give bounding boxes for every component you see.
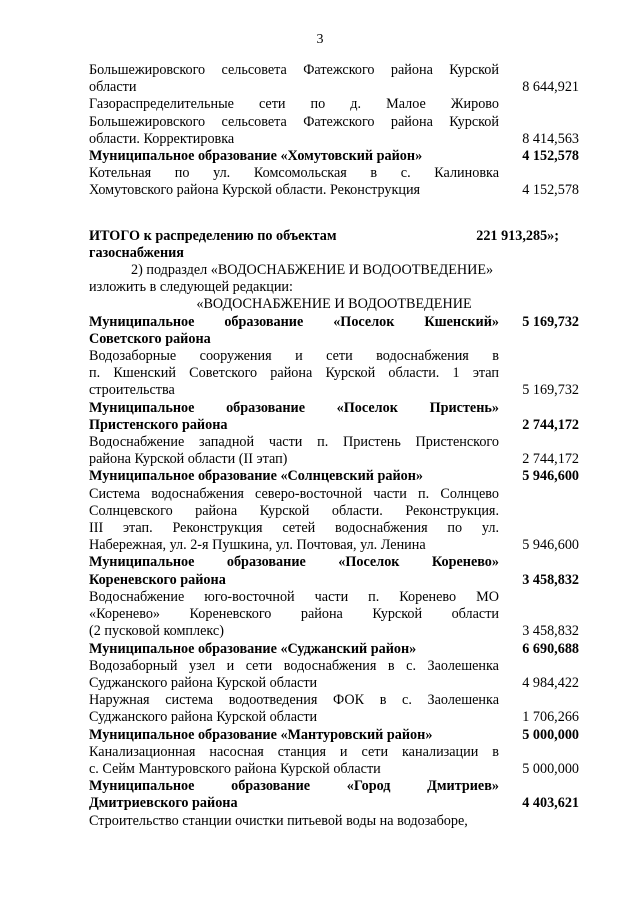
text-line: Водоснабжение западной части п. Пристень Пристенского	[89, 434, 499, 451]
municipality-name	[89, 778, 499, 812]
total-block	[89, 228, 579, 262]
text-line: с. Сейм Мантуровского района Курской области	[89, 760, 381, 777]
municipality-name	[89, 400, 499, 434]
document-body	[89, 62, 579, 830]
project-row	[89, 486, 579, 555]
municipality-amount: 5 169,732	[522, 313, 579, 330]
municipality-amount: 5 946,600	[522, 468, 579, 485]
text-line: Водозаборный узел и сети водоснабжения в с. Заолешенка	[89, 657, 499, 674]
text-line: Система водоснабжения северо-восточной части п. Солнцево	[89, 485, 499, 502]
municipality-row	[89, 148, 579, 165]
section-heading: «ВОДОСНАБЖЕНИЕ И ВОДООТВЕДЕНИЕ	[196, 296, 472, 313]
text-line: п. Кшенский Советского района Курской области. 1 этап	[89, 365, 499, 382]
text-line: Пристенского района	[89, 416, 228, 433]
municipality-name	[89, 641, 499, 658]
page-number: 3	[316, 32, 324, 47]
project-description	[89, 486, 499, 555]
instruction-line-2: изложить в следующей редакции:	[89, 279, 293, 296]
text-line: Муниципальное образование «Мантуровский район»	[89, 726, 433, 743]
project-amount: 2 744,172	[522, 451, 579, 468]
project-description	[89, 658, 499, 692]
text-line: Хомутовского района Курской области. Реконструкция	[89, 182, 421, 199]
project-amount: 4 152,578	[522, 182, 579, 199]
project-row	[89, 692, 579, 726]
project-description	[89, 96, 499, 148]
municipality-name	[89, 554, 499, 588]
text-line: Муниципальное образование «Поселок Пристень»	[89, 399, 499, 416]
text-line: Муниципальное образование «Поселок Коренево»	[89, 554, 499, 571]
text-line: Суджанского района Курской области	[89, 674, 318, 691]
spacer	[89, 200, 579, 228]
text-line: Советского района	[89, 330, 211, 347]
project-row	[89, 348, 579, 400]
municipality-amount: 4 152,578	[522, 148, 579, 165]
text-line: Муниципальное образование «Суджанский район»	[89, 640, 417, 657]
municipality-row	[89, 727, 579, 744]
project-amount: 5 946,600	[522, 537, 579, 554]
total-row	[89, 228, 559, 245]
text-line: области	[89, 79, 137, 96]
water-supply-rows	[89, 314, 579, 830]
municipality-row	[89, 400, 579, 434]
text-line: Набережная, ул. 2-я Пушкина, ул. Почтовая, ул. Ленина	[89, 537, 426, 554]
text-line: Дмитриевского района	[89, 795, 238, 812]
text-line: Котельная по ул. Комсомольская в с. Калиновка	[89, 165, 499, 182]
project-description	[89, 692, 499, 726]
municipality-name	[89, 314, 499, 348]
project-row	[89, 589, 579, 641]
text-line: Водозаборные сооружения и сети водоснабжения в	[89, 348, 499, 365]
project-description	[89, 813, 579, 830]
project-description	[89, 165, 499, 199]
project-row	[89, 813, 579, 830]
project-row	[89, 744, 579, 778]
municipality-name	[89, 468, 499, 485]
text-line: «Коренево» Кореневского района Курской области	[89, 606, 499, 623]
municipality-amount: 3 458,832	[522, 571, 579, 588]
text-line: Муниципальное образование «Солнцевский район»	[89, 468, 424, 485]
project-amount: 3 458,832	[522, 623, 579, 640]
project-row	[89, 62, 579, 96]
text-line: Строительство станции очистки питьевой воды на водозаборе,	[89, 812, 468, 829]
municipality-row	[89, 314, 579, 348]
municipality-row	[89, 641, 579, 658]
project-amount: 8 644,921	[522, 79, 579, 96]
project-row	[89, 96, 579, 148]
text-line: области. Корректировка	[89, 130, 235, 147]
text-line: Большежировского сельсовета Фатежского района Курской	[89, 62, 499, 78]
total-label-continued: газоснабжения	[89, 244, 184, 261]
text-line: Суджанского района Курской области	[89, 709, 318, 726]
project-amount: 5 000,000	[522, 760, 579, 777]
project-description	[89, 744, 499, 778]
municipality-amount: 4 403,621	[522, 795, 579, 812]
project-row	[89, 434, 579, 468]
gas-supply-rows	[89, 62, 579, 200]
text-line: строительства	[89, 382, 175, 399]
project-row	[89, 658, 579, 692]
text-line: района Курской области (II этап)	[89, 451, 288, 468]
text-line: Муниципальное образование «Поселок Кшенский»	[89, 313, 499, 330]
text-line: Водоснабжение юго-восточной части п. Коренево МО	[89, 588, 499, 605]
municipality-row	[89, 468, 579, 485]
project-amount: 4 984,422	[522, 674, 579, 691]
project-description	[89, 348, 499, 400]
municipality-amount: 6 690,688	[522, 640, 579, 657]
text-line: Канализационная насосная станция и сети канализации в	[89, 743, 499, 760]
municipality-amount: 2 744,172	[522, 416, 579, 433]
text-line: Наружная система водоотведения ФОК в с. Заолешенка	[89, 692, 499, 709]
project-description	[89, 434, 499, 468]
project-amount: 8 414,563	[522, 130, 579, 147]
text-line: Солнцевского района Курской области. Реконструкция.	[89, 502, 499, 519]
project-amount: 5 169,732	[522, 382, 579, 399]
project-amount: 1 706,266	[522, 709, 579, 726]
total-label: ИТОГО к распределению по объектам	[89, 227, 337, 244]
text-line: (2 пусковой комплекс)	[89, 623, 224, 640]
total-value: 221 913,285»;	[476, 227, 559, 244]
project-description	[89, 62, 499, 96]
municipality-name	[89, 727, 499, 744]
municipality-row	[89, 778, 579, 812]
municipality-name	[89, 148, 499, 165]
text-line: Муниципальное образование «Город Дмитриев»	[89, 778, 499, 795]
project-description	[89, 589, 499, 641]
text-line: Кореневского района	[89, 571, 226, 588]
text-line: Муниципальное образование «Хомутовский район»	[89, 148, 423, 165]
municipality-row	[89, 554, 579, 588]
text-line: Газораспределительные сети по д. Малое Жирово	[89, 96, 499, 113]
text-line: III этап. Реконструкция сетей водоснабжения по ул.	[89, 520, 499, 537]
project-row	[89, 165, 579, 199]
municipality-amount: 5 000,000	[522, 726, 579, 743]
text-line: Большежировского сельсовета Фатежского района Курской	[89, 113, 499, 130]
instruction-line-1: 2) подраздел «ВОДОСНАБЖЕНИЕ И ВОДООТВЕДЕНИЕ»	[131, 262, 494, 279]
